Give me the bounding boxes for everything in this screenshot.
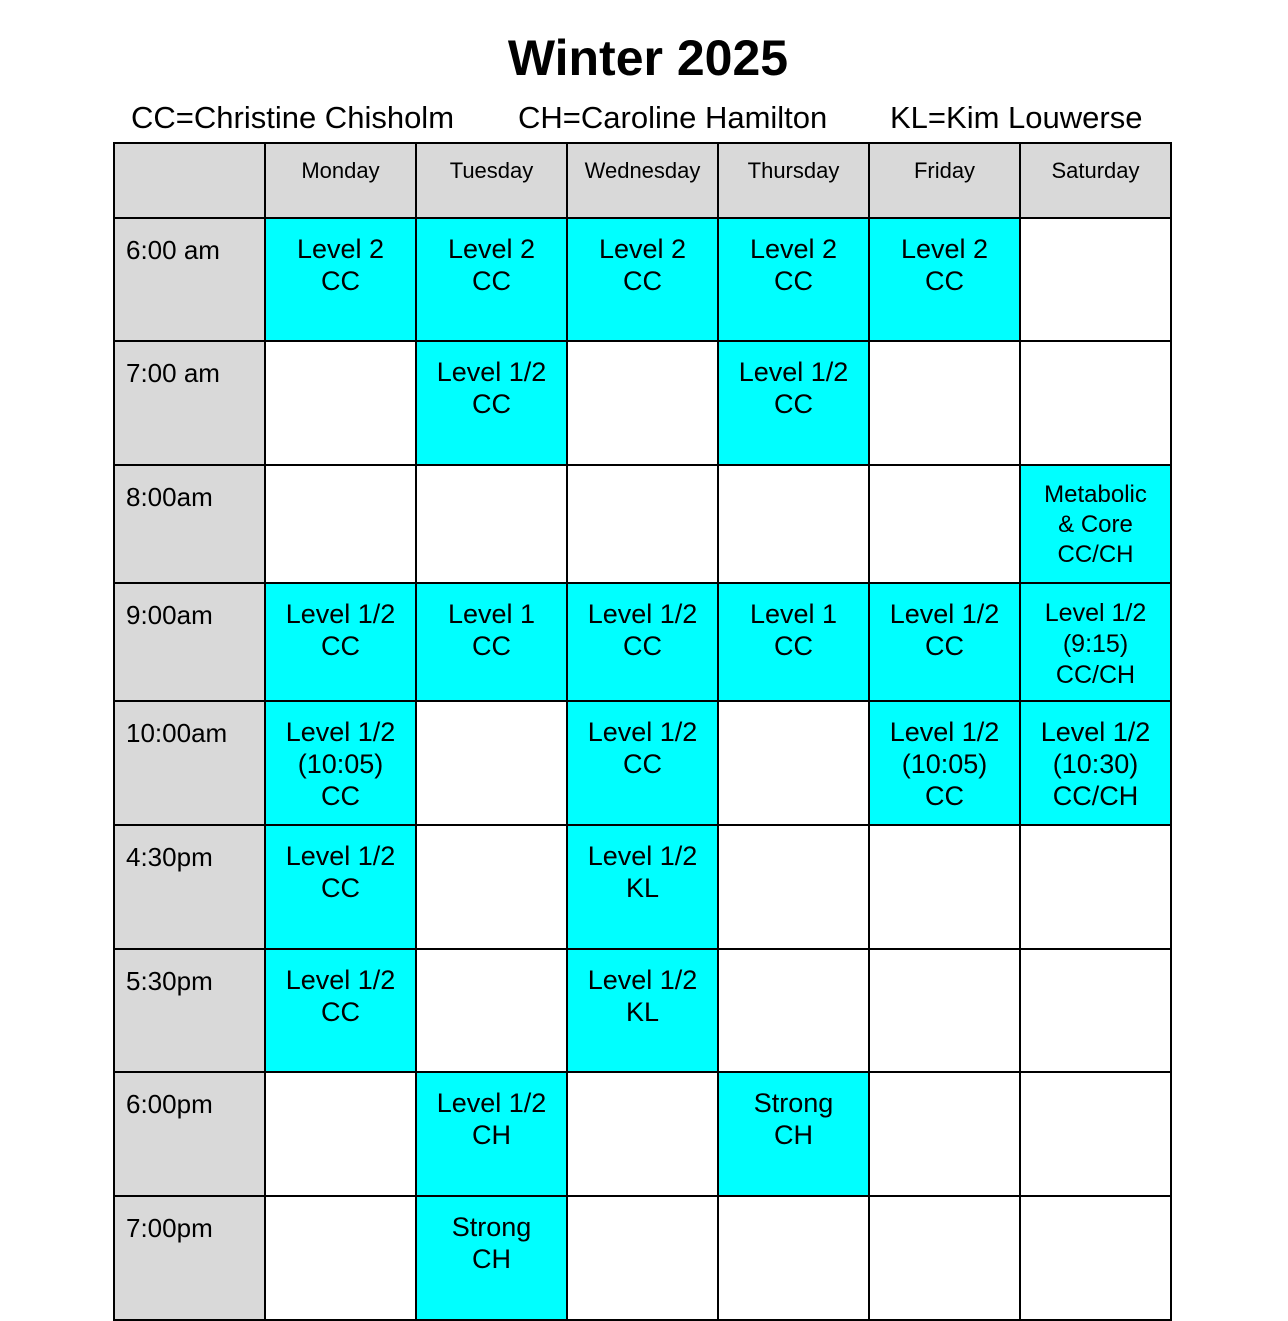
class-label: Level 1/2 (9:15) CC/CH xyxy=(1044,599,1147,689)
empty-cell-tuesday xyxy=(416,701,567,825)
schedule-row xyxy=(114,1072,1171,1196)
class-label: Level 1/2 CC xyxy=(285,599,396,661)
class-cell-saturday xyxy=(1020,583,1171,701)
empty-cell-saturday xyxy=(1020,1072,1171,1196)
class-label: Level 1 CC xyxy=(447,599,536,661)
empty-cell-saturday xyxy=(1020,1196,1171,1320)
empty-cell-thursday xyxy=(718,465,869,583)
class-cell-monday xyxy=(265,218,416,341)
empty-cell-tuesday xyxy=(416,465,567,583)
class-label: Level 1/2 (10:05) CC xyxy=(285,717,396,811)
day-header-wednesday: Wednesday xyxy=(567,143,718,218)
class-cell-monday xyxy=(265,949,416,1072)
class-cell-monday xyxy=(265,583,416,701)
class-cell-thursday xyxy=(718,341,869,465)
day-header-tuesday: Tuesday xyxy=(416,143,567,218)
empty-cell-monday xyxy=(265,465,416,583)
instructor-legend xyxy=(0,98,1288,138)
schedule-table xyxy=(113,142,1172,1321)
schedule-row xyxy=(114,701,1171,825)
class-cell-thursday xyxy=(718,1072,869,1196)
empty-cell-saturday xyxy=(1020,949,1171,1072)
empty-cell-thursday xyxy=(718,701,869,825)
empty-cell-wednesday xyxy=(567,1072,718,1196)
schedule-row xyxy=(114,825,1171,949)
class-cell-friday xyxy=(869,701,1020,825)
class-label: Level 1/2 (10:30) CC/CH xyxy=(1040,717,1151,811)
time-slot-label: 5:30pm xyxy=(114,949,265,1072)
class-cell-wednesday xyxy=(567,949,718,1072)
schedule-row xyxy=(114,465,1171,583)
schedule-row xyxy=(114,583,1171,701)
empty-cell-friday xyxy=(869,949,1020,1072)
class-label: Level 1/2 CC xyxy=(285,841,396,903)
time-slot-label: 6:00 am xyxy=(114,218,265,341)
class-cell-tuesday xyxy=(416,583,567,701)
time-slot-label: 6:00pm xyxy=(114,1072,265,1196)
class-label: Level 1/2 CC xyxy=(436,357,547,419)
page-title: Winter 2025 xyxy=(507,30,789,86)
class-label: Level 2 CC xyxy=(296,234,385,296)
class-label: Level 1 CC xyxy=(749,599,838,661)
time-slot-label: 9:00am xyxy=(114,583,265,701)
class-cell-tuesday xyxy=(416,218,567,341)
class-label: Level 1/2 CC xyxy=(285,965,396,1027)
empty-cell-tuesday xyxy=(416,825,567,949)
empty-cell-monday xyxy=(265,1072,416,1196)
class-cell-monday xyxy=(265,701,416,825)
class-cell-friday xyxy=(869,583,1020,701)
corner-cell xyxy=(114,143,265,218)
empty-cell-saturday xyxy=(1020,218,1171,341)
empty-cell-friday xyxy=(869,341,1020,465)
legend-item-kl: KL=Kim Louwerse xyxy=(890,100,1143,135)
class-label: Level 1/2 KL xyxy=(587,841,698,903)
empty-cell-friday xyxy=(869,465,1020,583)
empty-cell-monday xyxy=(265,341,416,465)
time-slot-label: 8:00am xyxy=(114,465,265,583)
schedule-row xyxy=(114,949,1171,1072)
class-label: Level 1/2 CC xyxy=(587,599,698,661)
empty-cell-wednesday xyxy=(567,341,718,465)
class-cell-tuesday xyxy=(416,1072,567,1196)
empty-cell-friday xyxy=(869,1196,1020,1320)
class-cell-wednesday xyxy=(567,701,718,825)
legend-item-cc: CC=Christine Chisholm xyxy=(131,100,455,135)
class-cell-wednesday xyxy=(567,218,718,341)
class-label: Level 2 CC xyxy=(598,234,687,296)
class-cell-friday xyxy=(869,218,1020,341)
class-cell-wednesday xyxy=(567,825,718,949)
class-cell-wednesday xyxy=(567,583,718,701)
class-label: Level 1/2 CC xyxy=(587,717,698,779)
legend-item-ch: CH=Caroline Hamilton xyxy=(518,100,828,135)
empty-cell-friday xyxy=(869,825,1020,949)
class-cell-tuesday xyxy=(416,341,567,465)
empty-cell-wednesday xyxy=(567,465,718,583)
day-header-saturday: Saturday xyxy=(1020,143,1171,218)
class-cell-thursday xyxy=(718,218,869,341)
empty-cell-saturday xyxy=(1020,341,1171,465)
day-header-monday: Monday xyxy=(265,143,416,218)
class-cell-monday xyxy=(265,825,416,949)
class-label: Level 1/2 CC xyxy=(738,357,849,419)
empty-cell-thursday xyxy=(718,1196,869,1320)
class-label: Strong CH xyxy=(451,1212,532,1274)
time-slot-label: 7:00 am xyxy=(114,341,265,465)
time-slot-label: 10:00am xyxy=(114,701,265,825)
empty-cell-thursday xyxy=(718,825,869,949)
schedule-row xyxy=(114,341,1171,465)
class-label: Level 1/2 CH xyxy=(436,1088,547,1150)
header-row xyxy=(114,143,1171,218)
class-cell-saturday xyxy=(1020,701,1171,825)
day-header-thursday: Thursday xyxy=(718,143,869,218)
class-label: Level 1/2 CC xyxy=(889,599,1000,661)
class-cell-tuesday xyxy=(416,1196,567,1320)
empty-cell-saturday xyxy=(1020,825,1171,949)
empty-cell-thursday xyxy=(718,949,869,1072)
class-cell-thursday xyxy=(718,583,869,701)
schedule-body xyxy=(114,218,1171,1320)
class-label: Level 1/2 (10:05) CC xyxy=(889,717,1000,811)
class-label: Level 2 CC xyxy=(447,234,536,296)
empty-cell-monday xyxy=(265,1196,416,1320)
empty-cell-wednesday xyxy=(567,1196,718,1320)
class-label: Level 2 CC xyxy=(749,234,838,296)
time-slot-label: 7:00pm xyxy=(114,1196,265,1320)
empty-cell-friday xyxy=(869,1072,1020,1196)
day-header-friday: Friday xyxy=(869,143,1020,218)
class-label: Strong CH xyxy=(753,1088,834,1150)
class-label: Metabolic & Core CC/CH xyxy=(1044,481,1147,568)
schedule-row xyxy=(114,218,1171,341)
class-label: Level 2 CC xyxy=(900,234,989,296)
empty-cell-tuesday xyxy=(416,949,567,1072)
class-label: Level 1/2 KL xyxy=(587,965,698,1027)
schedule-row xyxy=(114,1196,1171,1320)
time-slot-label: 4:30pm xyxy=(114,825,265,949)
class-cell-saturday xyxy=(1020,465,1171,583)
